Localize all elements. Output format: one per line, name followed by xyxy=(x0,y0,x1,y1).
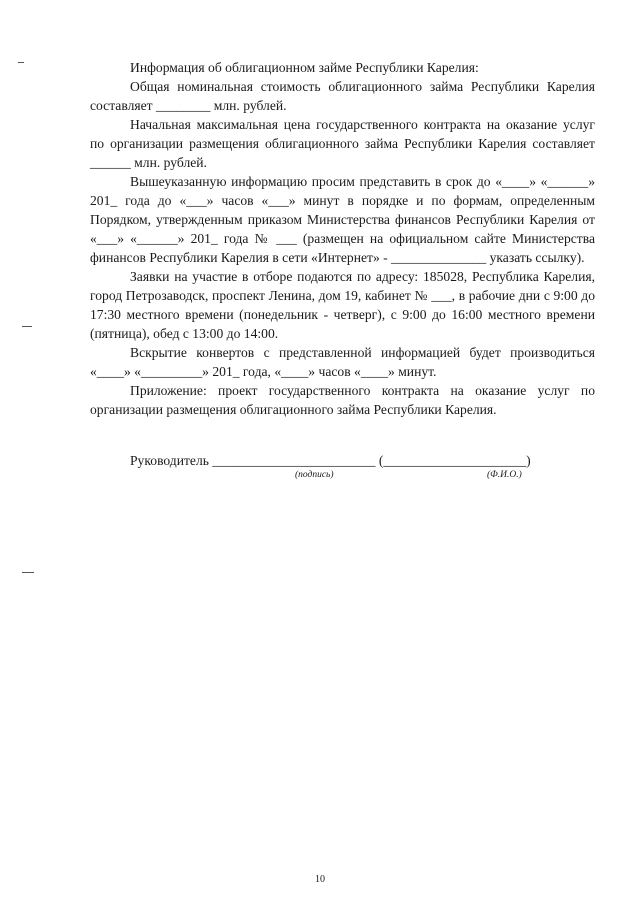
document-body xyxy=(90,58,599,419)
paragraph-application-address: Заявки на участие в отборе подаются по адресу: 185028, Республика Карелия, город Петрозаводск, проспект Ленина, дом 19, кабинет № ___, в рабочие дни с 9:00 до 17:30 местного времени (понедельник - четверг), с 9:00 до 16:00 местного времени (пятница), обед с 13:00 до 14:00. xyxy=(90,269,599,341)
paragraph-nominal-value: Общая номинальная стоимость облигационного займа Республики Карелия составляет ________ млн. рублей. xyxy=(90,79,599,113)
paragraph-attachment: Приложение: проект государственного контракта на оказание услуг по организации размещения облигационного займа Республики Карелия. xyxy=(90,383,599,417)
paragraph-submission-deadline: Вышеуказанную информацию просим представить в срок до «____» «______» 201_ года до «___» часов «___» минут в порядке и по формам, определенным Порядком, утвержденным приказом Министерства финансов Республики Карелия от «___» «______» 201_ года № ___ (размещен на официальном сайте Министерства финансов Республики Карелия в сети «Интернет» - ______________ указать ссылку). xyxy=(90,174,599,265)
scan-mark xyxy=(22,572,34,573)
signature-caption: (подпись) xyxy=(295,470,334,480)
paragraph-envelope-opening: Вскрытие конвертов с представленной информацией будет производиться «____» «_________» 201_ года, «____» часов «____» минут. xyxy=(90,345,599,379)
signature-line: Руководитель ________________________ (_____________________) xyxy=(130,453,531,468)
paragraph-max-price: Начальная максимальная цена государственного контракта на оказание услуг по организации размещения облигационного займа Республики Карелия составляет ______ млн. рублей. xyxy=(90,117,599,170)
page-number: 10 xyxy=(315,874,325,885)
scan-mark xyxy=(22,326,32,327)
name-caption: (Ф.И.О.) xyxy=(487,470,522,480)
info-heading: Информация об облигационном займе Республики Карелия: xyxy=(130,60,479,75)
scan-mark xyxy=(18,62,24,63)
